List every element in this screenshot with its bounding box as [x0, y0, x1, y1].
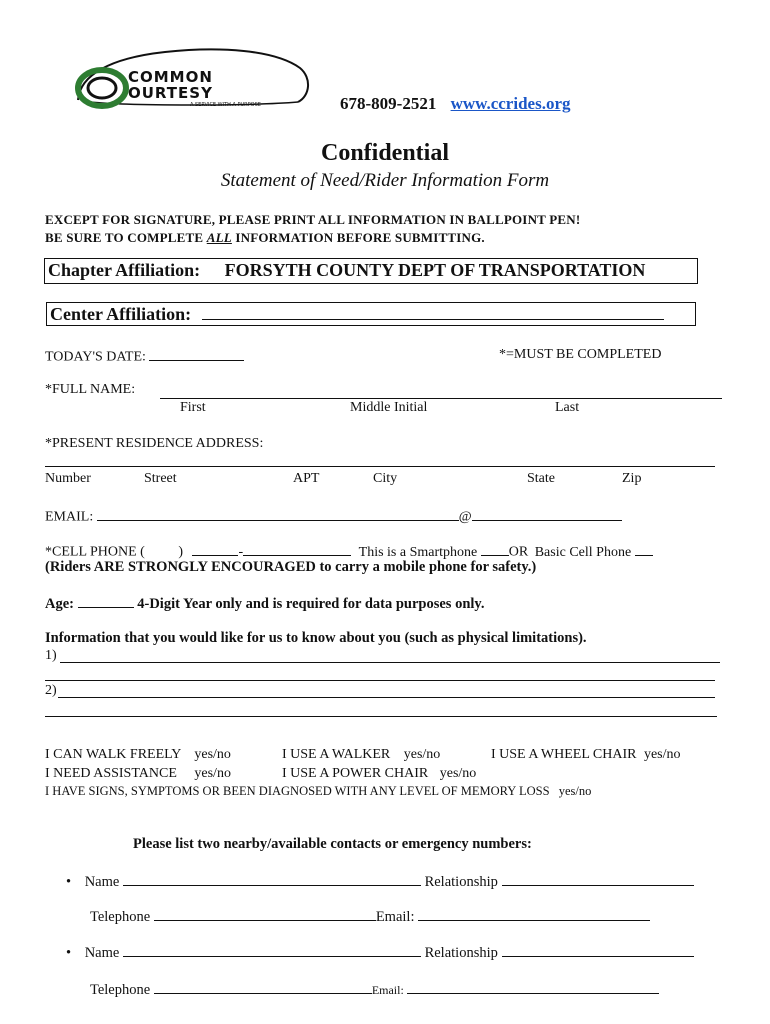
- wheelchair-yes-no[interactable]: yes/no: [643, 747, 681, 762]
- info-item-2-label: 2): [45, 683, 57, 698]
- assistance-yes-no[interactable]: yes/no: [194, 766, 231, 781]
- info-item-1-field[interactable]: [60, 648, 720, 663]
- todays-date-field[interactable]: [149, 347, 244, 361]
- contact-2-phone-row: Telephone Email:: [90, 980, 659, 999]
- age-label: Age:: [45, 596, 74, 613]
- info-item-2-field[interactable]: [58, 683, 715, 698]
- info-item-1-continuation[interactable]: [45, 668, 715, 681]
- walker-yes-no[interactable]: yes/no: [403, 747, 441, 762]
- mobility-assistance: I NEED ASSISTANCE yes/no: [45, 766, 231, 781]
- phone-line-field[interactable]: [243, 542, 351, 556]
- middle-initial-caption: Middle Initial: [350, 400, 428, 415]
- full-name-label: *FULL NAME:: [45, 382, 136, 397]
- bullet-icon: •: [66, 874, 72, 891]
- phone-prefix-field[interactable]: [192, 542, 238, 556]
- address-field[interactable]: [45, 454, 715, 467]
- contact-2-telephone-field[interactable]: [154, 980, 372, 994]
- logo-text-courtesy: OURTESY: [128, 84, 213, 102]
- company-logo: [70, 40, 320, 115]
- info-item-2-continuation[interactable]: [45, 704, 717, 717]
- contact-2-email-field[interactable]: [407, 980, 659, 994]
- logo-text-common: COMMON: [128, 68, 213, 86]
- website-link[interactable]: www.ccrides.org: [450, 94, 571, 113]
- walk-yes-no[interactable]: yes/no: [194, 747, 231, 762]
- email-row: [45, 507, 622, 526]
- address-state-caption: State: [527, 471, 555, 486]
- email-domain-field[interactable]: [472, 507, 622, 521]
- bullet-icon: •: [66, 945, 72, 962]
- cell-phone-label: *CELL PHONE (: [45, 544, 145, 560]
- contact-2-name-field[interactable]: [123, 943, 421, 957]
- basic-phone-check-field[interactable]: [635, 542, 653, 556]
- address-city-caption: City: [373, 471, 398, 486]
- contact-line: [340, 94, 571, 114]
- address-number-caption: Number: [45, 471, 91, 486]
- age-field[interactable]: [78, 594, 134, 608]
- mobility-wheelchair: I USE A WHEEL CHAIR yes/no: [491, 747, 681, 762]
- center-affiliation-box: [46, 302, 696, 326]
- contacts-heading: Please list two nearby/available contacts or emergency numbers:: [133, 836, 532, 852]
- info-prompt: Information that you would like for us to know about you (such as physical limitations).: [45, 630, 587, 646]
- smartphone-check-field[interactable]: [481, 542, 509, 556]
- memory-yes-no[interactable]: yes/no: [558, 784, 592, 798]
- address-apt-caption: APT: [293, 471, 320, 486]
- cell-phone-row: *CELL PHONE ( ) - This is a Smartphone OR Basic Cell Phone: [45, 542, 653, 561]
- todays-date-label: TODAY'S DATE:: [45, 349, 146, 365]
- todays-date-row: [45, 347, 244, 366]
- contact-1-telephone-field[interactable]: [154, 907, 376, 921]
- age-note: 4-Digit Year only and is required for data purposes only.: [137, 596, 485, 613]
- mobility-walker: I USE A WALKER yes/no: [282, 747, 441, 762]
- instruction-line-1: EXCEPT FOR SIGNATURE, PLEASE PRINT ALL INFORMATION IN BALLPOINT PEN!: [45, 212, 581, 227]
- power-chair-yes-no[interactable]: yes/no: [439, 766, 477, 781]
- contact-1-phone-row: Telephone Email:: [90, 907, 650, 926]
- first-name-caption: First: [180, 400, 206, 415]
- contact-1-relationship-field[interactable]: [502, 872, 694, 886]
- address-zip-caption: Zip: [622, 471, 642, 486]
- full-name-field[interactable]: [160, 384, 722, 399]
- chapter-affiliation-label: Chapter Affiliation:: [48, 260, 201, 280]
- cell-phone-note: (Riders ARE STRONGLY ENCOURAGED to carry a mobile phone for safety.): [45, 559, 537, 575]
- mobility-power-chair: I USE A POWER CHAIR yes/no: [282, 766, 477, 781]
- contact-1-name-field[interactable]: [123, 872, 421, 886]
- instruction-line-2: BE SURE TO COMPLETE ALL INFORMATION BEFORE SUBMITTING.: [45, 230, 485, 245]
- email-user-field[interactable]: [97, 507, 459, 521]
- phone-number: 678-809-2521: [340, 94, 437, 113]
- contact-2-relationship-field[interactable]: [502, 943, 694, 957]
- last-name-caption: Last: [555, 400, 580, 415]
- chapter-affiliation-box: [44, 258, 698, 284]
- info-item-1-label: 1): [45, 648, 57, 663]
- email-at-sign: @: [458, 509, 472, 525]
- email-label: EMAIL:: [45, 509, 94, 525]
- page-subtitle: Statement of Need/Rider Information Form: [220, 170, 550, 191]
- mobility-memory: I HAVE SIGNS, SYMPTOMS OR BEEN DIAGNOSED WITH ANY LEVEL OF MEMORY LOSS yes/no: [45, 784, 592, 798]
- chapter-affiliation-value[interactable]: FORSYTH COUNTY DEPT OF TRANSPORTATION: [224, 260, 646, 280]
- page-title: Confidential: [320, 140, 449, 166]
- age-row: [45, 594, 485, 613]
- center-affiliation-label: Center Affiliation:: [50, 304, 192, 325]
- mobility-walk: I CAN WALK FREELY yes/no: [45, 747, 231, 762]
- address-street-caption: Street: [144, 471, 177, 486]
- logo-tagline: A SERVICE WITH A PURPOSE: [190, 102, 261, 108]
- contact-1-name-row: • Name Relationship: [66, 872, 694, 891]
- contact-1-email-field[interactable]: [418, 907, 650, 921]
- basic-phone-option: Basic Cell Phone: [534, 544, 632, 560]
- must-complete-note: *=MUST BE COMPLETED: [499, 347, 662, 362]
- center-affiliation-field[interactable]: [202, 303, 664, 320]
- address-label: *PRESENT RESIDENCE ADDRESS:: [45, 436, 264, 451]
- smartphone-option: This is a Smartphone: [358, 544, 478, 560]
- contact-2-name-row: • Name Relationship: [66, 943, 694, 962]
